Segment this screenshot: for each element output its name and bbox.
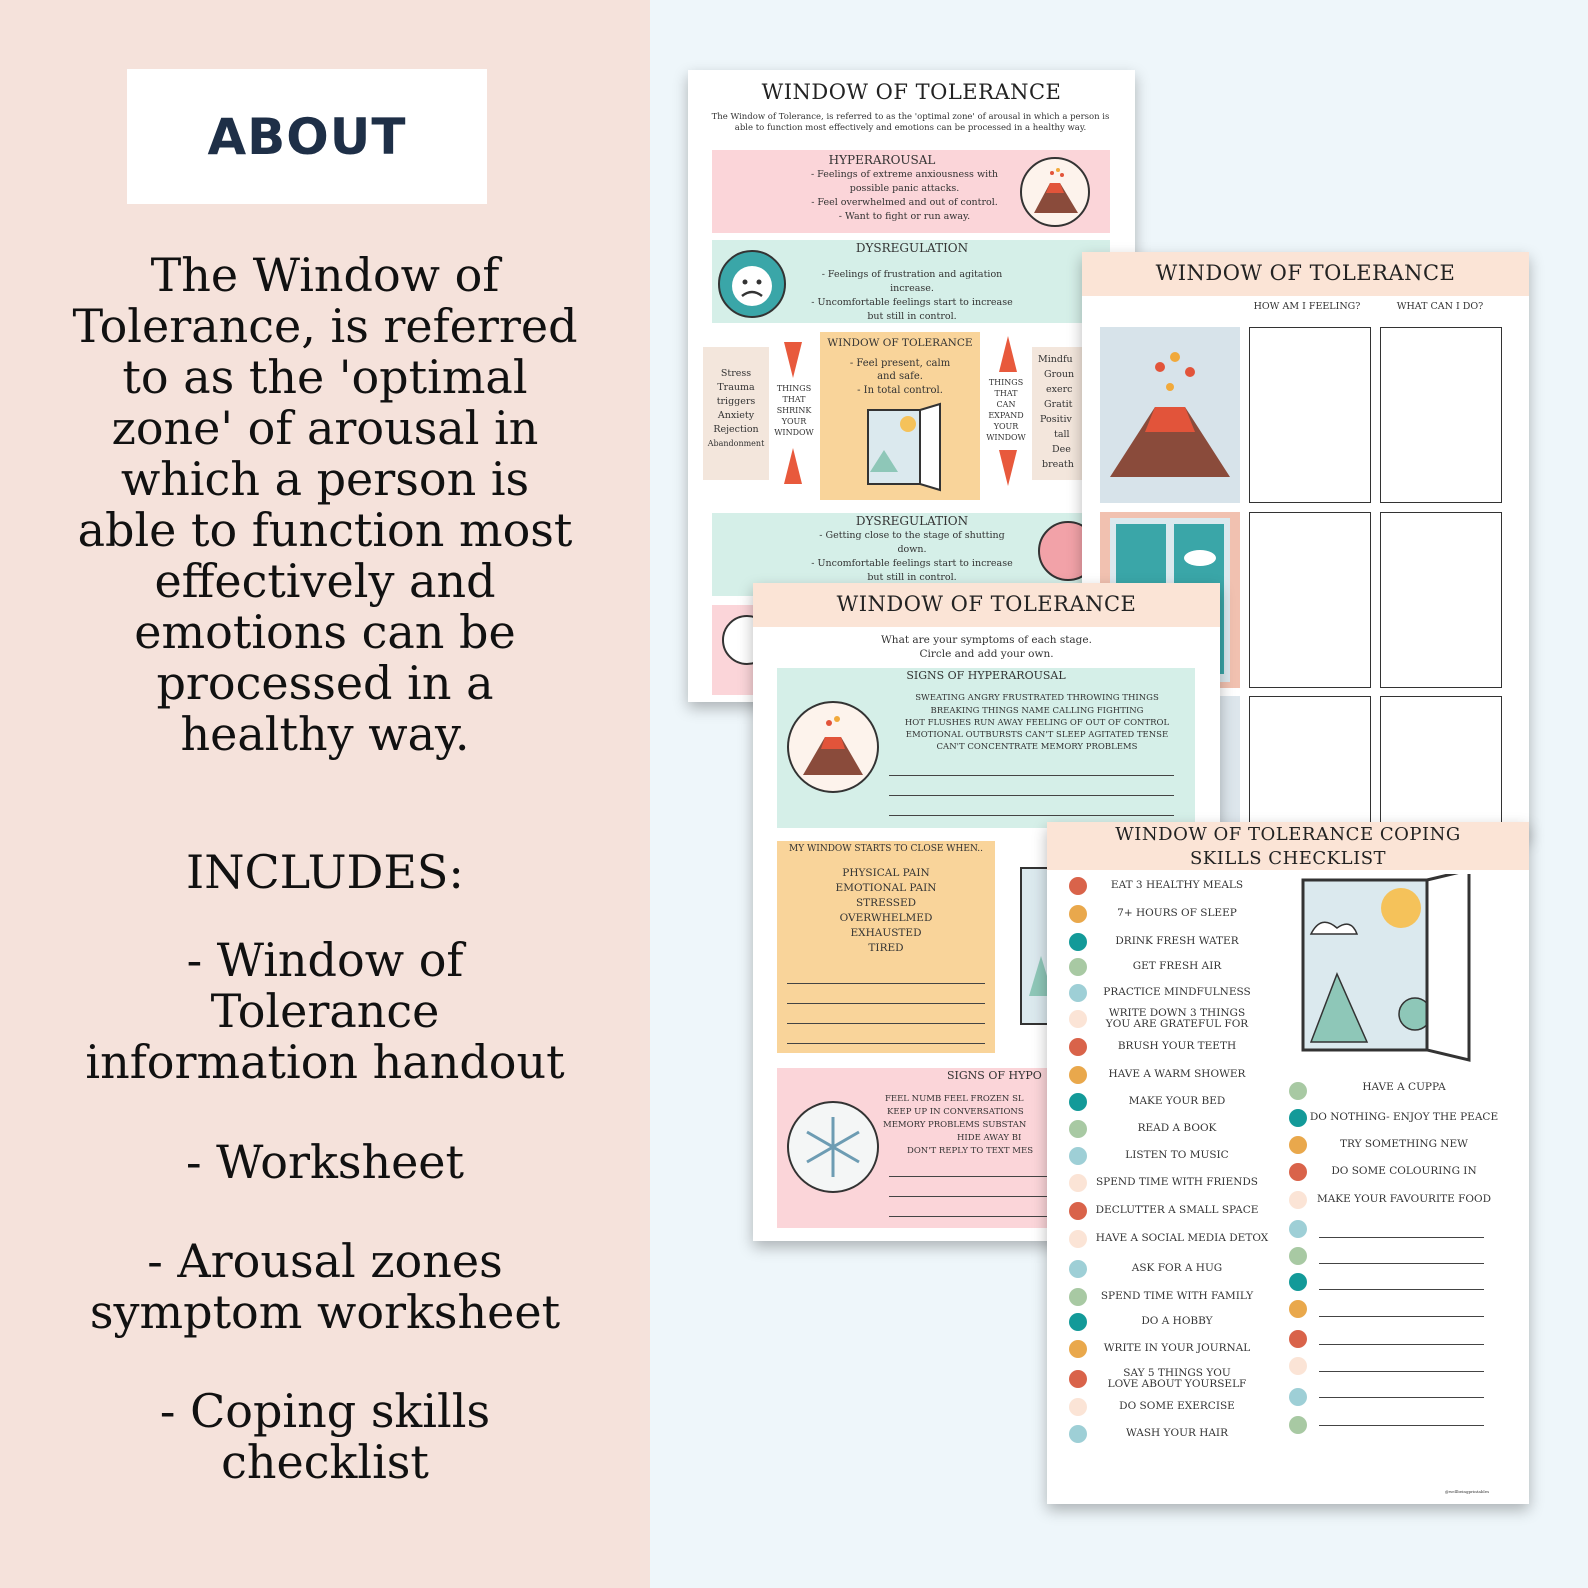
checklist-item-left: ASK FOR A HUG bbox=[1131, 1262, 1223, 1274]
checklist-title-line-1: WINDOW OF TOLERANCE COPING bbox=[1115, 824, 1461, 845]
arrow-down-icon bbox=[784, 342, 802, 378]
hyper-sign-row-5: CAN'T CONCENTRATE MEMORY PROBLEMS bbox=[936, 742, 1138, 752]
window-band bbox=[820, 332, 980, 500]
checklist-item-left: DO SOME EXERCISE bbox=[1119, 1400, 1235, 1412]
checklist-dot[interactable] bbox=[1289, 1416, 1307, 1434]
write-line[interactable] bbox=[1319, 1237, 1484, 1238]
includes-title: INCLUDES: bbox=[186, 845, 464, 899]
symptoms-title: WINDOW OF TOLERANCE bbox=[836, 592, 1137, 616]
checklist-item-left: WRITE DOWN 3 THINGS YOU ARE GRATEFUL FOR bbox=[1105, 1007, 1249, 1030]
hypo-sign-row-1: FEEL NUMB FEEL FROZEN SL bbox=[885, 1094, 1024, 1104]
shrink-list-box bbox=[703, 347, 769, 480]
checklist-title-line-2: SKILLS CHECKLIST bbox=[1189, 848, 1387, 869]
expand-item-6: tall bbox=[1054, 429, 1070, 440]
include-item-coping-checklist: - Coping skills checklist bbox=[159, 1384, 491, 1489]
stressed-face-icon bbox=[718, 250, 786, 318]
checklist-dot[interactable] bbox=[1069, 958, 1087, 976]
hyper-sign-row-2: BREAKING THINGS NAME CALLING FIGHTING bbox=[930, 706, 1144, 716]
checklist-footer: @wellbeingprintables bbox=[1444, 1489, 1490, 1494]
checklist-item-left: LISTEN TO MUSIC bbox=[1125, 1149, 1229, 1161]
checklist-item-right: DO NOTHING- ENJOY THE PEACE bbox=[1309, 1111, 1499, 1123]
dysregulation-title-top: DYSREGULATION bbox=[855, 241, 969, 255]
expand-item-8: breath bbox=[1042, 459, 1074, 470]
worksheet-header bbox=[1082, 252, 1529, 296]
expand-item-7: Dee bbox=[1052, 444, 1071, 455]
worksheet-volcano-image bbox=[1100, 327, 1240, 503]
dysregulation-band-top bbox=[712, 240, 1110, 323]
dysregulation-title-bottom: DYSREGULATION bbox=[855, 514, 969, 528]
shrink-item-3: triggers bbox=[716, 396, 756, 407]
hyperarousal-line-3: - Want to fight or run away. bbox=[838, 211, 971, 222]
handout-title: WINDOW OF TOLERANCE bbox=[761, 80, 1062, 104]
window-close-title: MY WINDOW STARTS TO CLOSE WHEN.. bbox=[789, 844, 983, 854]
write-line[interactable] bbox=[1319, 1316, 1484, 1317]
checklist-dot[interactable] bbox=[1069, 1038, 1087, 1056]
write-line[interactable] bbox=[889, 775, 1174, 776]
write-line[interactable] bbox=[787, 1023, 985, 1024]
checklist-item-left: SAY 5 THINGS YOU LOVE ABOUT YOURSELF bbox=[1107, 1367, 1247, 1390]
shrink-label: THINGS THAT SHRINK YOUR WINDOW bbox=[774, 384, 814, 437]
shrink-item-4: Anxiety bbox=[717, 410, 755, 421]
checklist-dot[interactable] bbox=[1069, 905, 1087, 923]
column-what-can-do: WHAT CAN I DO? bbox=[1396, 301, 1484, 312]
checklist-item-left: DECLUTTER A SMALL SPACE bbox=[1095, 1204, 1259, 1216]
action-box-3[interactable] bbox=[1380, 696, 1502, 837]
hypo-sign-row-5: DON'T REPLY TO TEXT MES bbox=[907, 1146, 1034, 1156]
checklist-item-left: WASH YOUR HAIR bbox=[1126, 1427, 1228, 1439]
hypo-sign-row-4: HIDE AWAY BI bbox=[957, 1133, 1022, 1143]
description: The Window of Tolerance, is referred to as the 'optimal zone' of arousal in which a person is able to function most effectively and emotions can be processed in a healthy way. bbox=[72, 248, 578, 761]
hyperarousal-signs-band bbox=[777, 668, 1195, 828]
checklist-dot[interactable] bbox=[1069, 1313, 1087, 1331]
expand-item-2: Groun bbox=[1044, 369, 1075, 380]
checklist-item-right: MAKE YOUR FAVOURITE FOOD bbox=[1316, 1193, 1492, 1205]
checklist-dot[interactable] bbox=[1069, 1370, 1087, 1388]
write-line[interactable] bbox=[889, 795, 1174, 796]
open-window-illustration bbox=[1297, 874, 1487, 1064]
about-label: ABOUT bbox=[207, 107, 407, 166]
snowflake-icon bbox=[787, 1101, 879, 1193]
close-item-3: STRESSED bbox=[855, 897, 917, 909]
checklist-dot[interactable] bbox=[1069, 1340, 1087, 1358]
checklist-dot[interactable] bbox=[1069, 1288, 1087, 1306]
shrink-item-1: Stress bbox=[720, 368, 752, 379]
checklist-dot[interactable] bbox=[1289, 1191, 1307, 1209]
checklist-item-left: DRINK FRESH WATER bbox=[1115, 935, 1239, 947]
arrow-up-icon bbox=[784, 448, 802, 484]
hyperarousal-band bbox=[712, 150, 1110, 233]
checklist-header bbox=[1047, 822, 1529, 870]
checklist-dot[interactable] bbox=[1069, 1120, 1087, 1138]
window-line-1: - Feel present, calm and safe. bbox=[849, 358, 951, 382]
checklist-item-left: 7+ HOURS OF SLEEP bbox=[1117, 907, 1237, 919]
hyperarousal-line-2: - Feel overwhelmed and out of control. bbox=[811, 197, 998, 208]
about-box bbox=[127, 69, 487, 204]
checklist-item-left: EAT 3 HEALTHY MEALS bbox=[1110, 879, 1244, 891]
checklist-item-right: DO SOME COLOURING IN bbox=[1331, 1165, 1477, 1177]
checklist-dot[interactable] bbox=[1289, 1082, 1307, 1100]
write-line[interactable] bbox=[1319, 1344, 1484, 1345]
close-item-1: PHYSICAL PAIN bbox=[842, 867, 930, 879]
checklist-dot[interactable] bbox=[1289, 1247, 1307, 1265]
write-line[interactable] bbox=[787, 1003, 985, 1004]
expand-label: THINGS THAT CAN EXPAND YOUR WINDOW bbox=[986, 378, 1026, 442]
hyper-sign-row-1: SWEATING ANGRY FRUSTRATED THROWING THINGS bbox=[915, 693, 1159, 703]
dysregulation-top-line-1: - Feelings of frustration and agitation increase. bbox=[821, 269, 1003, 294]
checklist-dot[interactable] bbox=[1069, 984, 1087, 1002]
checklist-item-left: BRUSH YOUR TEETH bbox=[1117, 1040, 1237, 1052]
volcano-icon-symptoms bbox=[787, 701, 879, 793]
checklist-item-left: READ A BOOK bbox=[1137, 1122, 1217, 1134]
dysregulation-bottom-line-2: - Uncomfortable feelings start to increase but still in control. bbox=[811, 558, 1013, 583]
column-how-feeling: HOW AM I FEELING? bbox=[1253, 301, 1361, 312]
checklist-item-left: PRACTICE MINDFULNESS bbox=[1103, 986, 1251, 998]
checklist-dot[interactable] bbox=[1289, 1109, 1307, 1127]
write-line[interactable] bbox=[1319, 1289, 1484, 1290]
checklist-dot[interactable] bbox=[1069, 877, 1087, 895]
expand-item-1: Mindfu bbox=[1038, 354, 1073, 365]
checklist-dot[interactable] bbox=[1289, 1273, 1307, 1291]
write-line[interactable] bbox=[787, 983, 985, 984]
hyperarousal-signs-title: SIGNS OF HYPERAROUSAL bbox=[906, 669, 1066, 682]
checklist-item-left: SPEND TIME WITH FAMILY bbox=[1100, 1290, 1254, 1302]
open-window-icon bbox=[860, 402, 950, 492]
window-close-band bbox=[777, 841, 995, 1053]
write-line[interactable] bbox=[1319, 1425, 1484, 1426]
checklist-dot[interactable] bbox=[1289, 1388, 1307, 1406]
shrink-item-2: Trauma bbox=[717, 382, 755, 393]
shrink-item-5: Rejection bbox=[713, 424, 759, 435]
symptoms-header bbox=[753, 583, 1220, 627]
feeling-box-1[interactable] bbox=[1249, 327, 1371, 503]
shrink-item-6: Abandonment bbox=[707, 439, 765, 448]
checklist-dot[interactable] bbox=[1289, 1220, 1307, 1238]
checklist-item-right: HAVE A CUPPA bbox=[1362, 1081, 1446, 1093]
close-item-4: OVERWHELMED bbox=[839, 912, 933, 924]
checklist-dot[interactable] bbox=[1069, 1093, 1087, 1111]
checklist-dot[interactable] bbox=[1289, 1330, 1307, 1348]
hyper-sign-row-4: EMOTIONAL OUTBURSTS CAN'T SLEEP AGITATED TENSE bbox=[905, 730, 1169, 740]
symptoms-subtitle-2: Circle and add your own. bbox=[919, 648, 1054, 660]
checklist-dot[interactable] bbox=[1069, 933, 1087, 951]
arrow-down-icon-right bbox=[999, 450, 1017, 486]
checklist-dot[interactable] bbox=[1069, 1230, 1087, 1248]
checklist-dot[interactable] bbox=[1069, 1010, 1087, 1028]
feeling-box-3[interactable] bbox=[1249, 696, 1371, 837]
checklist-item-left: SPEND TIME WITH FRIENDS bbox=[1095, 1176, 1258, 1188]
checklist-item-left: DO A HOBBY bbox=[1141, 1315, 1213, 1327]
close-item-2: EMOTIONAL PAIN bbox=[835, 882, 937, 894]
expand-item-5: Positiv bbox=[1040, 414, 1072, 425]
checklist-dot[interactable] bbox=[1069, 1202, 1087, 1220]
include-item-symptom-worksheet: - Arousal zones symptom worksheet bbox=[89, 1234, 561, 1339]
write-line[interactable] bbox=[787, 1043, 985, 1044]
include-item-handout: - Window of Tolerance information handout bbox=[85, 933, 565, 1089]
checklist-item-right: TRY SOMETHING NEW bbox=[1340, 1138, 1468, 1150]
hyper-sign-row-3: HOT FLUSHES RUN AWAY FEELING OF OUT OF CONTROL bbox=[904, 718, 1170, 728]
symptoms-subtitle-1: What are your symptoms of each stage. bbox=[881, 634, 1092, 646]
hypoarousal-signs-title: SIGNS OF HYPO bbox=[947, 1069, 1042, 1082]
checklist-dot[interactable] bbox=[1069, 1425, 1087, 1443]
checklist-dot[interactable] bbox=[1289, 1136, 1307, 1154]
checklist-dot[interactable] bbox=[1069, 1174, 1087, 1192]
checklist-dot[interactable] bbox=[1289, 1300, 1307, 1318]
left-panel bbox=[0, 0, 650, 1588]
checklist-dot[interactable] bbox=[1289, 1357, 1307, 1375]
checklist-dot[interactable] bbox=[1069, 1066, 1087, 1084]
hypo-sign-row-2: KEEP UP IN CONVERSATIONS bbox=[887, 1107, 1024, 1117]
window-line-2: - In total control. bbox=[857, 385, 943, 396]
dysregulation-bottom-line-1: - Getting close to the stage of shutting down. bbox=[819, 530, 1005, 555]
handout-intro: The Window of Tolerance, is referred to as the 'optimal zone' of arousal in which a person is able to function most effectively and emotions can be processed in a healthy way. bbox=[711, 112, 1110, 133]
window-band-title: WINDOW OF TOLERANCE bbox=[827, 337, 973, 349]
action-box-1[interactable] bbox=[1380, 327, 1502, 503]
hyperarousal-title: HYPERAROUSAL bbox=[828, 153, 936, 167]
write-line[interactable] bbox=[1319, 1371, 1484, 1372]
checklist-item-left: WRITE IN YOUR JOURNAL bbox=[1103, 1342, 1251, 1354]
arrow-up-icon-right bbox=[999, 336, 1017, 372]
write-line[interactable] bbox=[889, 815, 1174, 816]
checklist-sheet bbox=[1047, 822, 1529, 1504]
checklist-item-left: MAKE YOUR BED bbox=[1128, 1095, 1226, 1107]
action-box-2[interactable] bbox=[1380, 512, 1502, 688]
checklist-item-left: GET FRESH AIR bbox=[1132, 960, 1222, 972]
checklist-item-left: HAVE A WARM SHOWER bbox=[1108, 1068, 1246, 1080]
checklist-item-left: HAVE A SOCIAL MEDIA DETOX bbox=[1095, 1232, 1269, 1244]
feeling-box-2[interactable] bbox=[1249, 512, 1371, 688]
include-item-worksheet: - Worksheet bbox=[185, 1135, 465, 1189]
checklist-dot[interactable] bbox=[1289, 1163, 1307, 1181]
checklist-dot[interactable] bbox=[1069, 1398, 1087, 1416]
expand-item-3: exerc bbox=[1046, 384, 1073, 395]
hyperarousal-line-1: - Feelings of extreme anxiousness with possible panic attacks. bbox=[810, 169, 999, 194]
checklist-dot[interactable] bbox=[1069, 1260, 1087, 1278]
close-item-5: EXHAUSTED bbox=[850, 927, 922, 939]
hypo-sign-row-3: MEMORY PROBLEMS SUBSTAN bbox=[883, 1120, 1027, 1130]
close-item-6: TIRED bbox=[868, 942, 904, 954]
expand-item-4: Gratit bbox=[1044, 399, 1073, 410]
dysregulation-top-line-2: - Uncomfortable feelings start to increase but still in control. bbox=[811, 297, 1013, 322]
volcano-icon bbox=[1020, 157, 1090, 227]
worksheet-title: WINDOW OF TOLERANCE bbox=[1155, 261, 1456, 285]
checklist-dot[interactable] bbox=[1069, 1147, 1087, 1165]
write-line[interactable] bbox=[1319, 1263, 1484, 1264]
write-line[interactable] bbox=[1319, 1397, 1484, 1398]
